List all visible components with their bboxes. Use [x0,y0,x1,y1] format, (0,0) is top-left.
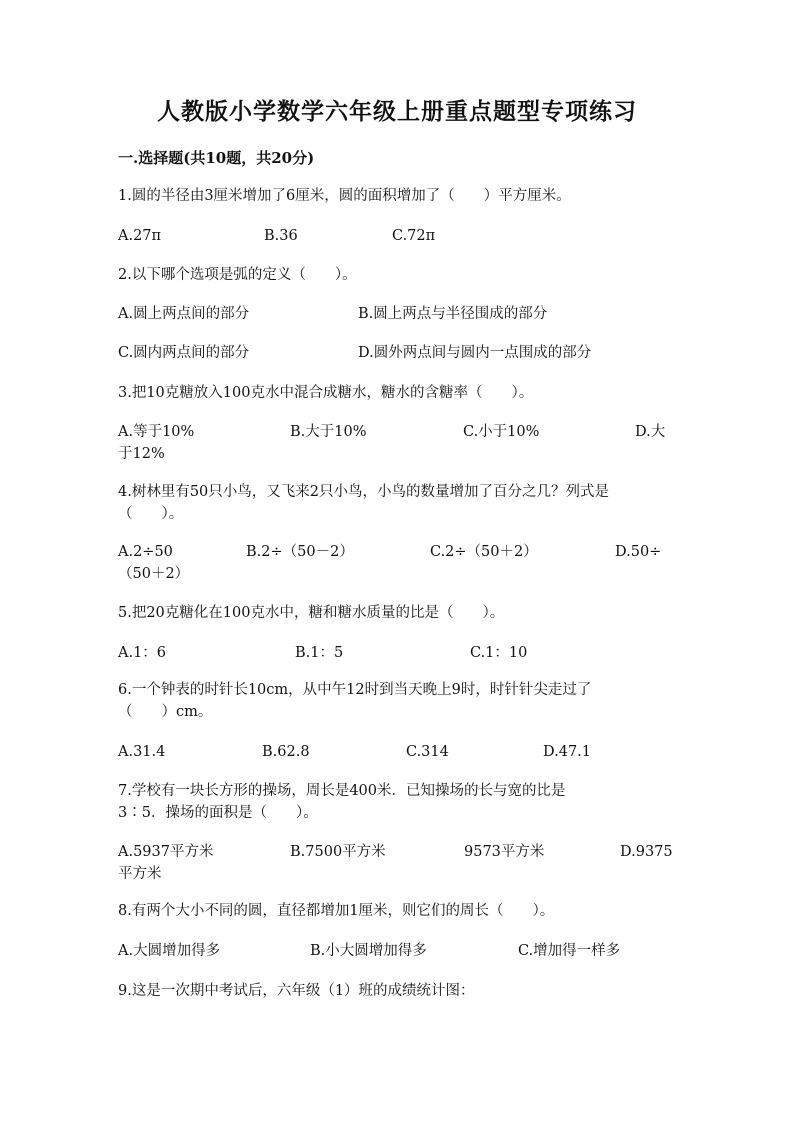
question-8-options [118,940,678,984]
option-d-continued: 于12% [118,446,165,462]
option-d-continued: （50＋2） [118,566,190,582]
question-3-options [118,421,678,465]
worksheet-title: 人教版小学数学六年级上册重点题型专项练习 [157,98,637,125]
question-6-line1: 6.一个钟表的时针长10cm，从中午12时到当天晚上9时，时针针尖走过了 [118,682,592,698]
question-4-line1: 4.树林里有50只小鸟，又飞来2只小鸟，小鸟的数量增加了百分之几？列式是 [118,484,610,500]
option-a: A.31.4 [118,744,166,760]
option-a: A.等于10% [118,424,195,440]
option-a: A.2÷50 [118,544,173,560]
question-7-line2: 3∶5．操场的面积是（ ）。 [118,805,318,821]
option-c: C.72π [392,228,436,244]
question-1-options [118,225,678,269]
question-7-options [118,841,678,885]
question-5: 5.把20克糖化在100克水中，糖和糖水质量的比是（ ）。 [118,605,505,621]
option-c: C.增加得一样多 [518,943,621,959]
question-8: 8.有两个大小不同的圆，直径都增加1厘米，则它们的周长（ ）。 [118,903,555,919]
option-a: A.5937平方米 [118,844,214,860]
option-a: A.27π [118,228,162,244]
option-b: B.2÷（50－2） [246,544,354,560]
question-9: 9.这是一次期中考试后，六年级（1）班的成绩统计图： [118,983,475,999]
option-b: B.大于10% [290,424,367,440]
option-b: B.小大圆增加得多 [310,943,427,959]
question-2-options-row2 [118,342,678,386]
option-c: C.2÷（50＋2） [430,544,538,560]
option-a: A.1：6 [118,645,167,661]
option-c: C.小于10% [463,424,540,440]
question-2: 2.以下哪个选项是弧的定义（ ）。 [118,267,357,283]
option-b: B.62.8 [262,744,310,760]
option-d: D.47.1 [543,744,592,760]
option-b: B.1：5 [295,645,344,661]
option-b: B.36 [264,228,298,244]
option-d: D.圆外两点间与圆内一点围成的部分 [358,345,592,361]
option-d: D.大 [635,424,666,440]
option-a: A.圆上两点间的部分 [118,306,250,322]
option-b: B.7500平方米 [290,844,386,860]
question-4-options [118,541,678,585]
question-1: 1.圆的半径由3厘米增加了6厘米，圆的面积增加了（ ）平方厘米。 [118,188,571,204]
question-3: 3.把10克糖放入100克水中混合成糖水，糖水的含糖率（ ）。 [118,385,534,401]
option-c: C.1：10 [470,645,528,661]
question-6-line2: （ ）cm。 [118,704,213,720]
section-heading: 一.选择题(共10题，共20分) [118,149,315,167]
option-c: C.圆内两点间的部分 [118,345,250,361]
question-4-line2: （ ）。 [118,506,184,522]
option-d: D.50÷ [615,544,662,560]
option-d: D.9375 [620,844,673,860]
question-6-options [118,741,678,785]
option-c: C.314 [406,744,449,760]
question-2-options-row1 [118,303,678,347]
option-c: 9573平方米 [464,844,545,860]
option-d-continued: 平方米 [118,866,162,882]
option-b: B.圆上两点与半径围成的部分 [358,306,548,322]
option-a: A.大圆增加得多 [118,943,221,959]
question-7-line1: 7.学校有一块长方形的操场，周长是400米．已知操场的长与宽的比是 [118,783,566,799]
